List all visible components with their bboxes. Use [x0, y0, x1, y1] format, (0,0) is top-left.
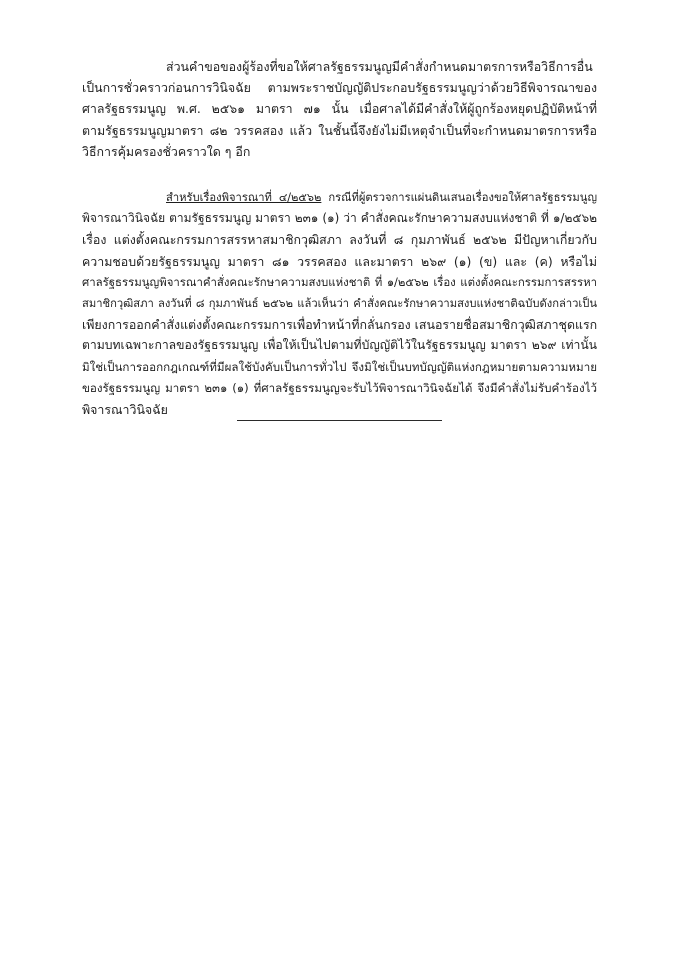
text-line: ตามบทเฉพาะกาลของรัฐธรรมนูญ เพื่อให้เป็นไปตามที่บัญญัติไว้ในรัฐธรรมนูญ มาตรา ๒๖๙ เท่านั้น: [82, 338, 597, 353]
paragraph-case-4-2562: [82, 187, 597, 420]
text-line: เพียงการออกคำสั่งแต่งตั้งคณะกรรมการเพื่อทำหน้าที่กลั่นกรอง เสนอรายชื่อสมาชิกวุฒิสภาชุดแรก: [82, 317, 597, 333]
text-line: ส่วนคำขอของผู้ร้องที่ขอให้ศาลรัฐธรรมนูญมีคำสั่งกำหนดมาตรการหรือวิธีการอื่น: [166, 59, 593, 74]
text-line: พิจารณาวินิจฉัย ตามรัฐธรรมนูญ มาตรา ๒๓๑ (๑) ว่า คำสั่งคณะรักษาความสงบแห่งชาติ ที่ ๑/๒๕๖๒: [82, 211, 597, 226]
end-of-text-rule: [237, 420, 442, 421]
text-line: พิจารณาวินิจฉัย: [82, 402, 168, 418]
text-line: เป็นการชั่วคราวก่อนการวินิจฉัย ตามพระราชบัญญัติประกอบรัฐธรรมนูญว่าด้วยวิธีพิจารณาของ: [82, 80, 597, 96]
text-line: เรื่อง แต่งตั้งคณะกรรมการสรรหาสมาชิกวุฒิสภา ลงวันที่ ๘ กุมภาพันธ์ ๒๕๖๒ มีปัญหาเกี่ยวกับ: [82, 232, 597, 248]
case-heading-continuation: กรณีที่ผู้ตรวจการแผ่นดินเสนอเรื่องขอให้ศาลรัฐธรรมนูญ: [321, 191, 597, 204]
text-line: ศาลรัฐธรรมนูญพิจารณาคำสั่งคณะรักษาความสงบแห่งชาติ ที่ ๑/๒๕๖๒ เรื่อง แต่งตั้งคณะกรรมการสรรหา: [82, 274, 597, 289]
text-line: [82, 187, 597, 208]
paragraph-interim-measures: [82, 56, 597, 162]
text-line: มิใช่เป็นการออกกฎเกณฑ์ที่มีผลใช้บังคับเป็นการทั่วไป จึงมิใช่เป็นบทบัญญัติแห่งกฎหมายตามความหมาย: [82, 359, 597, 374]
text-line: วิธีการคุ้มครองชั่วคราวใด ๆ อีก: [82, 143, 251, 159]
case-heading: สำหรับเรื่องพิจารณาที่ ๔/๒๕๖๒: [166, 191, 322, 204]
text-line: ศาลรัฐธรรมนูญ พ.ศ. ๒๕๖๑ มาตรา ๗๑ นั้น เมื่อศาลได้มีคำสั่งให้ผู้ถูกร้องหยุดปฏิบัติหน้าที่: [82, 101, 597, 117]
text-line: ของรัฐธรรมนูญ มาตรา ๒๓๑ (๑) ที่ศาลรัฐธรรมนูญจะรับไว้พิจารณาวินิจฉัยได้ จึงมีคำสั่งไม่รับคำร้องไว้: [82, 380, 597, 395]
text-line: ตามรัฐธรรมนูญมาตรา ๘๒ วรรคสอง แล้ว ในชั้นนี้จึงยังไม่มีเหตุจำเป็นที่จะกำหนดมาตรการหรือ: [82, 122, 597, 138]
text-line: สมาชิกวุฒิสภา ลงวันที่ ๘ กุมภาพันธ์ ๒๕๖๒ แล้วเห็นว่า คำสั่งคณะรักษาความสงบแห่งชาติฉบับดังกล่าวเป็น: [82, 297, 597, 311]
text-line: ความชอบด้วยรัฐธรรมนูญ มาตรา ๘๑ วรรคสอง และมาตรา ๒๖๙ (๑) (ข) และ (ค) หรือไม่: [82, 253, 597, 269]
